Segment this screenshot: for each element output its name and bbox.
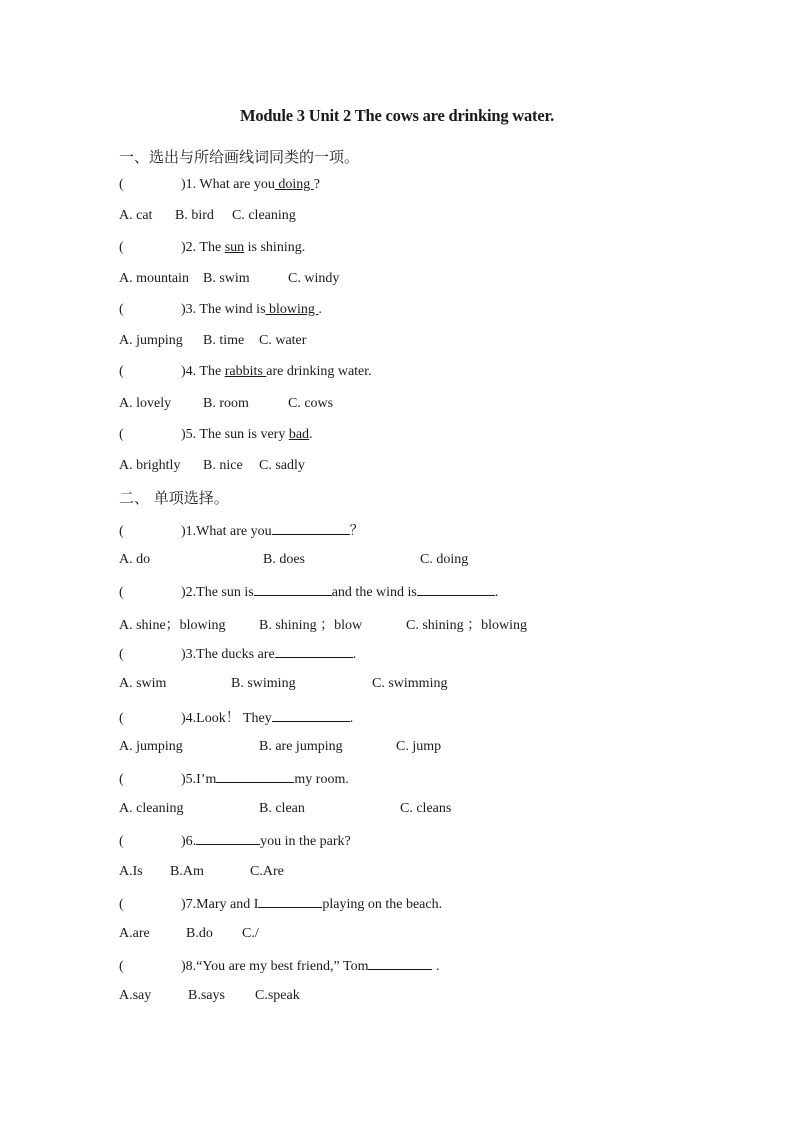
option-c[interactable]: C. sadly [259,458,305,473]
answer-bracket[interactable]: ( [119,524,124,539]
option-b[interactable]: B.says [188,988,225,1003]
option-b[interactable]: B. time [203,333,245,348]
s1-question-2: ( )2. The sun is shining. [119,240,306,255]
option-b[interactable]: B.do [186,926,213,941]
s2-question-1: ( )1.What are you ？ [119,524,364,539]
s2-question-3: ( )3.The ducks are . [119,647,357,662]
option-b[interactable]: B.Am [170,864,204,879]
option-c[interactable]: C. shining ；blowing [406,618,527,633]
fill-blank[interactable] [258,895,322,908]
option-c[interactable]: C.speak [255,988,300,1003]
page-title: Module 3 Unit 2 The cows are drinking water. [239,106,555,125]
s2-options-8 [119,988,419,1006]
fill-blank[interactable] [196,832,260,845]
option-a[interactable]: A. jumping [119,333,183,348]
answer-bracket[interactable]: ( [119,834,124,849]
option-c[interactable]: C./ [242,926,259,941]
fill-blank[interactable] [272,709,350,722]
underlined-word: doing [274,177,314,192]
s1-options-5 [119,458,519,476]
answer-bracket[interactable]: ( [119,364,124,379]
s2-options-3 [119,676,539,694]
s1-options-2 [119,271,519,289]
option-c[interactable]: C. windy [288,271,340,286]
section-1-heading: 一、选出与所给画线词同类的一项。 [119,148,360,166]
option-a[interactable]: A. brightly [119,458,181,473]
answer-bracket[interactable]: ( [119,772,124,787]
answer-bracket[interactable]: ( [119,647,124,662]
option-c[interactable]: C.Are [250,864,284,879]
option-b[interactable]: B. shining ；blow [259,618,363,633]
option-a[interactable]: A. do [119,552,151,567]
fill-blank[interactable] [275,645,353,658]
option-a[interactable]: A. shine；blowing [119,618,226,633]
s1-options-1 [119,208,519,226]
s1-question-4: ( )4. The rabbits are drinking water. [119,364,372,379]
section-2-heading: 二、 单项选择。 [119,489,229,507]
option-c[interactable]: C. jump [396,739,442,754]
option-c[interactable]: C. cleaning [232,208,296,223]
option-b[interactable]: B. does [263,552,305,567]
option-c[interactable]: C. swimming [372,676,448,691]
underlined-word: bad [288,427,310,442]
option-a[interactable]: A. jumping [119,739,183,754]
option-b[interactable]: B. room [203,396,249,411]
option-b[interactable]: B. nice [203,458,243,473]
answer-bracket[interactable]: ( [119,711,124,726]
fill-blank[interactable] [216,770,294,783]
s2-options-4 [119,739,539,757]
option-a[interactable]: A. mountain [119,271,189,286]
option-c[interactable]: C. cleans [400,801,452,816]
fill-blank[interactable] [272,522,350,535]
s2-question-2: ( )2.The sun is and the wind is . [119,585,499,600]
option-b[interactable]: B. clean [259,801,305,816]
s2-question-6: ( )6. you in the park? [119,834,351,849]
answer-bracket[interactable]: ( [119,897,124,912]
option-a[interactable]: A. swim [119,676,167,691]
s1-options-3 [119,333,519,351]
answer-bracket[interactable]: ( [119,240,124,255]
fill-blank[interactable] [254,583,332,596]
option-a[interactable]: A.say [119,988,152,1003]
option-a[interactable]: A. lovely [119,396,172,411]
option-c[interactable]: C. doing [420,552,469,567]
answer-bracket[interactable]: ( [119,177,124,192]
s2-question-7: ( )7.Mary and I playing on the beach. [119,897,443,912]
answer-bracket[interactable]: ( [119,427,124,442]
fill-blank[interactable] [368,957,432,970]
s2-question-8: ( )8.“You are my best friend,” Tom . [119,959,440,974]
s2-question-5: ( )5.I’m my room. [119,772,349,787]
answer-bracket[interactable]: ( [119,959,124,974]
fill-blank[interactable] [417,583,495,596]
underlined-word: blowing [265,302,319,317]
underlined-word: rabbits [224,364,267,379]
option-a[interactable]: A.are [119,926,150,941]
option-c[interactable]: C. water [259,333,307,348]
option-b[interactable]: B. are jumping [259,739,343,754]
option-b[interactable]: B. swim [203,271,250,286]
option-c[interactable]: C. cows [288,396,334,411]
s1-question-1: ( )1. What are you doing ? [119,177,320,192]
s2-options-7 [119,926,419,944]
s2-options-5 [119,801,539,819]
option-b[interactable]: B. bird [175,208,214,223]
option-a[interactable]: A. cat [119,208,153,223]
s1-question-3: ( )3. The wind is blowing . [119,302,322,317]
s2-options-6 [119,864,419,882]
s1-options-4 [119,396,519,414]
underlined-word: sun [224,240,245,255]
option-b[interactable]: B. swiming [231,676,296,691]
answer-bracket[interactable]: ( [119,585,124,600]
s2-options-2 [119,614,559,632]
s2-options-1 [119,552,539,570]
s1-question-5: ( )5. The sun is very bad. [119,427,313,442]
s2-question-4: ( )4.Look！ They . [119,711,354,726]
option-a[interactable]: A. cleaning [119,801,184,816]
option-a[interactable]: A.Is [119,864,143,879]
answer-bracket[interactable]: ( [119,302,124,317]
